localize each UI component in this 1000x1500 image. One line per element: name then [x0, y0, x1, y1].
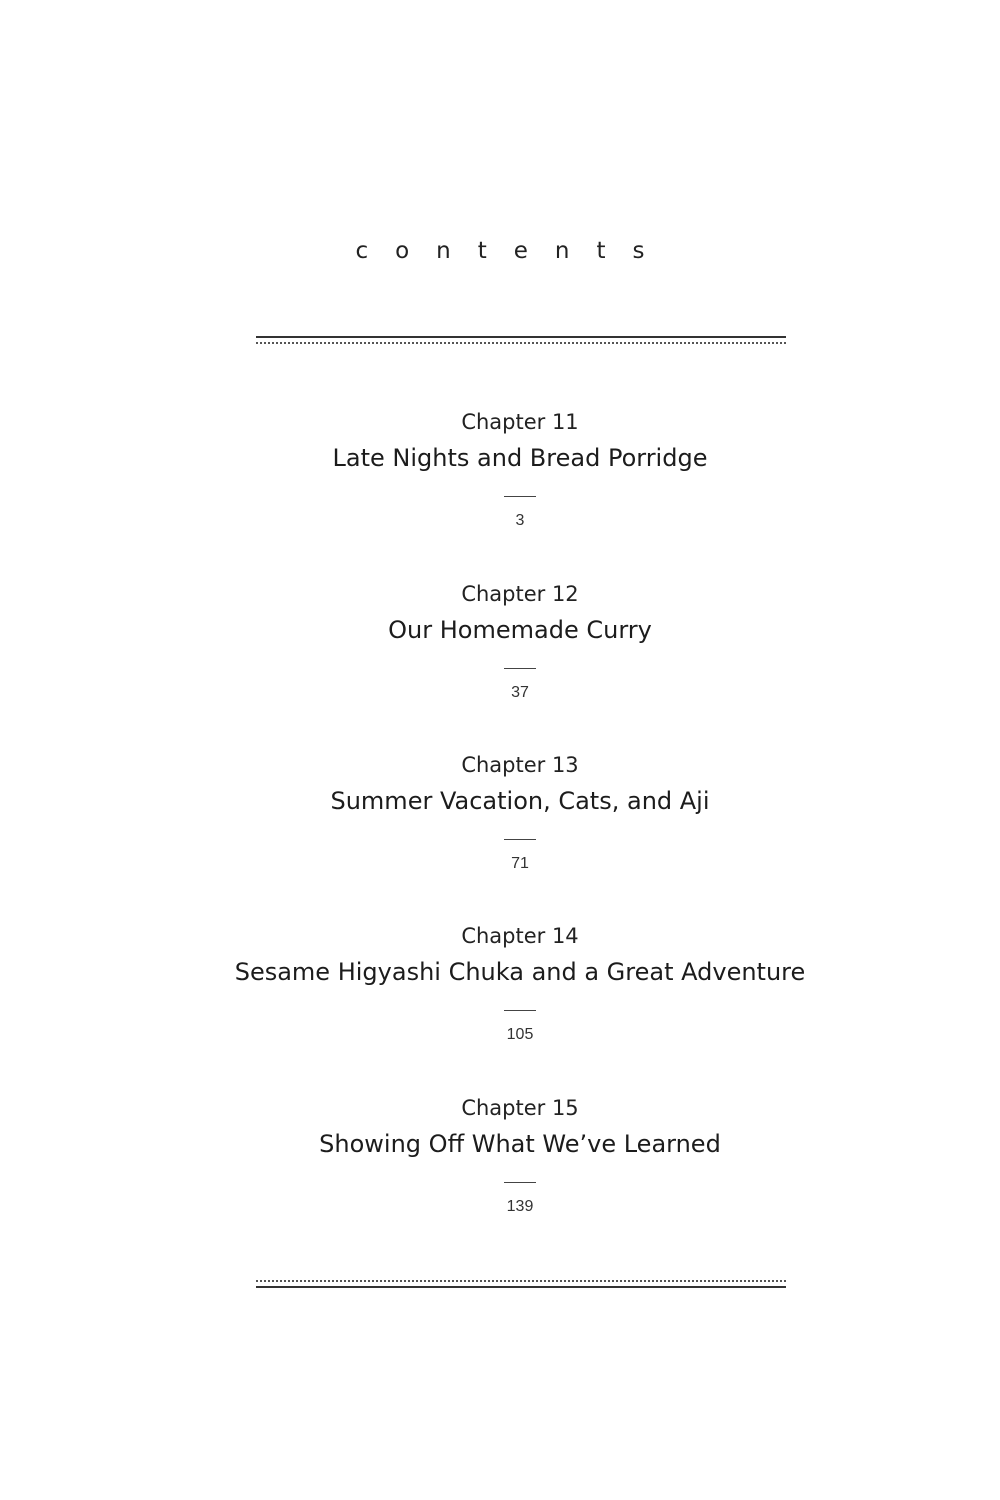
- chapter-number: Chapter 11: [461, 410, 579, 434]
- chapter-title: Showing Off What We’ve Learned: [319, 1130, 721, 1158]
- page-number: 37: [511, 684, 529, 701]
- toc-entry-chapter-13[interactable]: [0, 751, 1000, 874]
- chapter-title: Summer Vacation, Cats, and Aji: [330, 787, 710, 815]
- page-number: 3: [515, 512, 525, 529]
- toc-entry-chapter-15[interactable]: [0, 1094, 1000, 1217]
- page-number: 139: [506, 1198, 534, 1215]
- contents-heading: contents: [355, 238, 672, 264]
- chapter-title: Late Nights and Bread Porridge: [332, 444, 708, 472]
- chapter-number: Chapter 13: [461, 753, 579, 777]
- toc-entry-chapter-11[interactable]: [0, 408, 1000, 531]
- chapter-number: Chapter 12: [461, 582, 579, 606]
- toc-entry-chapter-12[interactable]: [0, 580, 1000, 703]
- toc-entry-chapter-14[interactable]: [0, 922, 1000, 1045]
- chapter-title: Our Homemade Curry: [388, 616, 652, 644]
- separator-line: [504, 839, 536, 840]
- separator-line: [504, 668, 536, 669]
- chapter-number: Chapter 15: [461, 1096, 579, 1120]
- page-number: 105: [506, 1026, 534, 1043]
- page-number: 71: [511, 855, 529, 872]
- chapter-number: Chapter 14: [461, 924, 579, 948]
- chapter-title: Sesame Higyashi Chuka and a Great Adventure: [234, 958, 806, 986]
- separator-line: [504, 1010, 536, 1011]
- separator-line: [504, 496, 536, 497]
- separator-line: [504, 1182, 536, 1183]
